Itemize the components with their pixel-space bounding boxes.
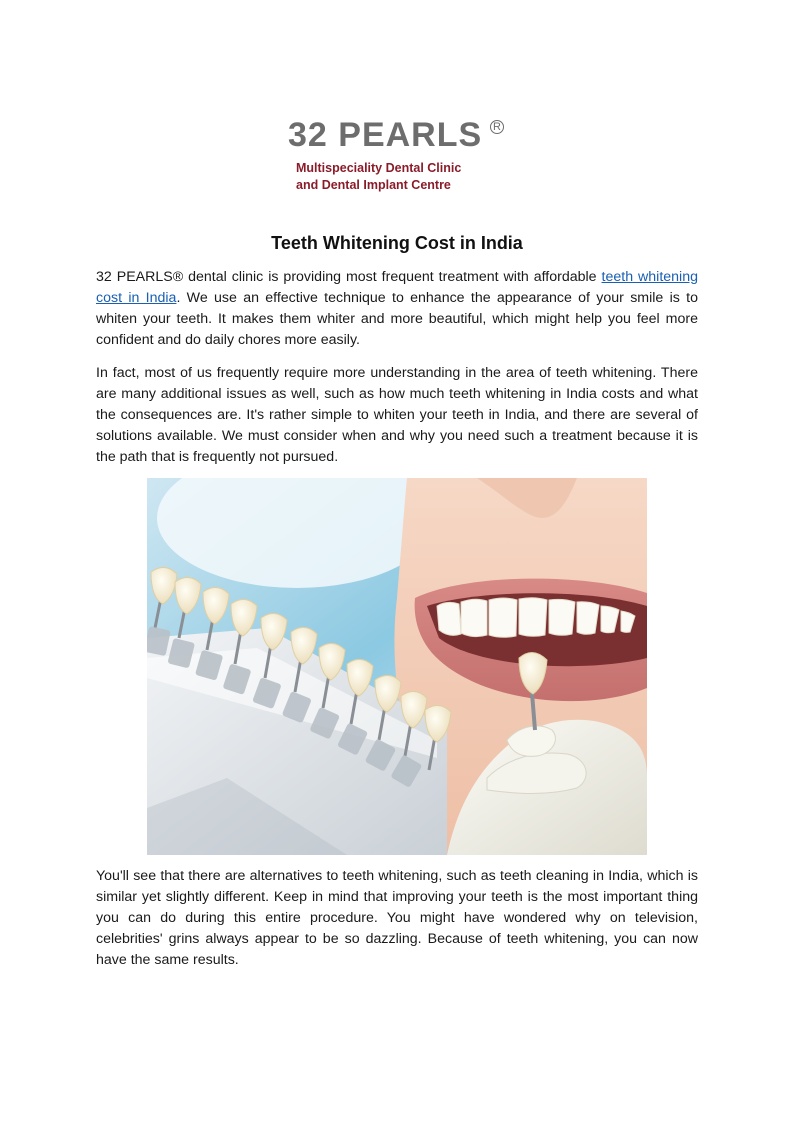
paragraph-intro-text-start: 32 PEARLS® dental clinic is providing most frequent treatment with affordable: [96, 269, 602, 285]
paragraph-intro-text-end: . We use an effective technique to enhance the appearance of your smile is to whiten your teeth. It makes them whiter and more beautiful, which might help you feel more confident and do daily chores more easily.: [96, 290, 698, 348]
logo-tagline-line1: Multispeciality Dental Clinic: [296, 161, 462, 175]
paragraph-alternatives: You'll see that there are alternatives to teeth whitening, such as teeth cleaning in India, which is similar yet slightly different. Keep in mind that improving your teeth is the most important thing you can do during this entire procedure. You might have wondered why on television, celebrities' grins always appear to be so dazzling. Because of teeth whitening, you can now have the same results.: [96, 868, 698, 968]
registered-mark-icon: R: [490, 120, 504, 134]
teeth-shade-guide-photo: [147, 478, 647, 855]
clinic-logo: [288, 116, 508, 196]
page-title: Teeth Whitening Cost in India: [271, 233, 523, 253]
logo-tagline-line2: and Dental Implant Centre: [296, 178, 451, 192]
teeth-whitening-cost-link[interactable]: teeth whitening cost in India: [96, 269, 698, 306]
paragraph-understanding: In fact, most of us frequently require more understanding in the area of teeth whitening. There are many additional issues as well, such as how much teeth whitening in India costs and what the consequences are. It's rather simple to whiten your teeth in India, and there are several of solutions available. We must consider when and why you need such a treatment because it is the path that is frequently not pursued.: [96, 365, 698, 465]
paragraph-intro: [96, 267, 698, 351]
logo-brand-name: 32 PEARLS: [288, 116, 483, 154]
